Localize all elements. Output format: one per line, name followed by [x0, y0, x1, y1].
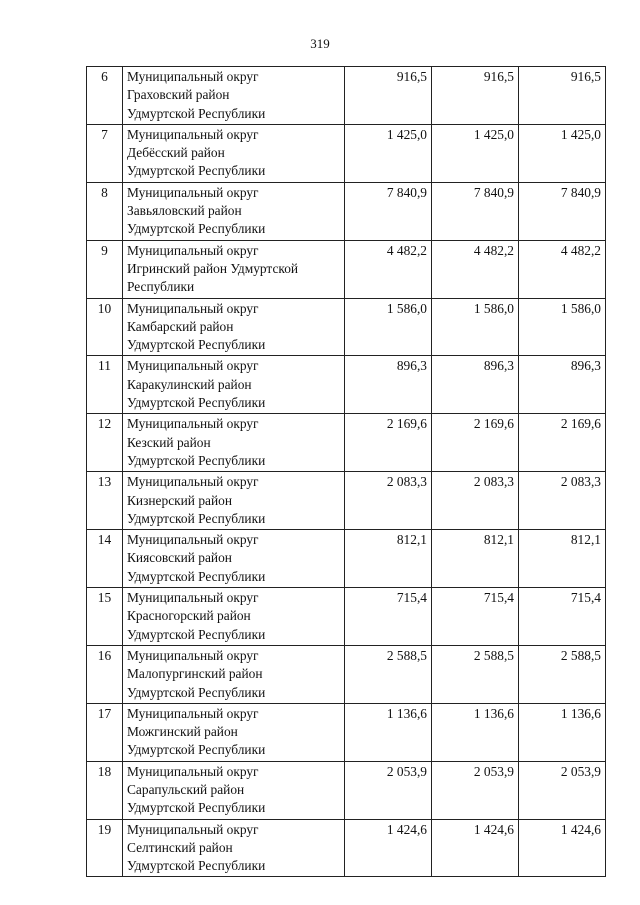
amount-cell-2: 896,3	[432, 356, 519, 414]
table-row	[87, 182, 606, 240]
amount-cell-2: 1 425,0	[432, 124, 519, 182]
amount-cell-2: 2 083,3	[432, 472, 519, 530]
municipality-name-line: Удмуртской Республики	[127, 105, 266, 121]
amount-cell-1: 812,1	[345, 530, 432, 588]
municipality-name-line: Удмуртской Республики	[127, 626, 266, 642]
amount-cell-1: 896,3	[345, 356, 432, 414]
municipality-name-line: Удмуртской Республики	[127, 858, 266, 874]
municipality-name-cell	[123, 182, 345, 240]
amount-cell-3: 896,3	[519, 356, 606, 414]
row-number-cell: 9	[87, 240, 123, 298]
amount-cell-3: 715,4	[519, 588, 606, 646]
municipality-name-line: Сарапульский район	[127, 781, 245, 797]
amount-cell-1: 4 482,2	[345, 240, 432, 298]
table-row	[87, 472, 606, 530]
row-number-cell: 15	[87, 588, 123, 646]
table-row	[87, 124, 606, 182]
amount-cell-3: 2 169,6	[519, 414, 606, 472]
municipality-name-line: Удмуртской Республики	[127, 221, 266, 237]
amount-cell-2: 2 169,6	[432, 414, 519, 472]
municipality-name-line: Удмуртской Республики	[127, 452, 266, 468]
municipality-name-cell	[123, 356, 345, 414]
municipality-name-line: Кизнерский район	[127, 492, 232, 508]
amount-cell-1: 2 053,9	[345, 761, 432, 819]
municipality-name-cell	[123, 414, 345, 472]
row-number-cell: 11	[87, 356, 123, 414]
municipality-name-line: Муниципальный округ	[127, 358, 259, 374]
table-row	[87, 67, 606, 125]
municipality-name-line: Удмуртской Республики	[127, 163, 266, 179]
amount-cell-3: 2 083,3	[519, 472, 606, 530]
row-number-cell: 10	[87, 298, 123, 356]
amount-cell-1: 7 840,9	[345, 182, 432, 240]
amount-cell-3: 916,5	[519, 67, 606, 125]
municipality-name-line: Можгинский район	[127, 724, 238, 740]
row-number-cell: 7	[87, 124, 123, 182]
amount-cell-2: 2 588,5	[432, 645, 519, 703]
municipality-name-line: Камбарский район	[127, 318, 234, 334]
municipality-name-line: Муниципальный округ	[127, 69, 259, 84]
municipality-name-line: Каракулинский район	[127, 376, 252, 392]
table-row	[87, 240, 606, 298]
municipality-name-line: Муниципальный округ	[127, 532, 259, 548]
table-row	[87, 298, 606, 356]
amount-cell-3: 1 424,6	[519, 819, 606, 877]
amount-cell-2: 2 053,9	[432, 761, 519, 819]
amount-cell-1: 715,4	[345, 588, 432, 646]
municipality-name-cell	[123, 645, 345, 703]
municipality-name-line: Удмуртской Республики	[127, 337, 266, 353]
table-row	[87, 530, 606, 588]
amount-cell-2: 1 136,6	[432, 703, 519, 761]
table-row	[87, 414, 606, 472]
amount-cell-2: 7 840,9	[432, 182, 519, 240]
municipality-name-line: Муниципальный округ	[127, 126, 259, 142]
row-number-cell: 18	[87, 761, 123, 819]
municipality-name-cell	[123, 703, 345, 761]
row-number-cell: 17	[87, 703, 123, 761]
municipality-name-line: Муниципальный округ	[127, 763, 259, 779]
amount-cell-2: 812,1	[432, 530, 519, 588]
amount-cell-2: 715,4	[432, 588, 519, 646]
amount-cell-3: 1 136,6	[519, 703, 606, 761]
page-number: 319	[310, 36, 330, 51]
municipality-name-line: Киясовский район	[127, 550, 232, 566]
table-row	[87, 645, 606, 703]
amount-cell-3: 2 053,9	[519, 761, 606, 819]
table-body	[87, 67, 606, 877]
municipality-name-line: Республики	[127, 279, 195, 295]
row-number-cell: 8	[87, 182, 123, 240]
municipality-name-line: Муниципальный округ	[127, 474, 259, 490]
municipality-name-line: Удмуртской Республики	[127, 568, 266, 584]
municipality-name-line: Удмуртской Республики	[127, 395, 266, 411]
municipality-name-line: Муниципальный округ	[127, 184, 259, 200]
amount-cell-3: 1 586,0	[519, 298, 606, 356]
amount-cell-3: 2 588,5	[519, 645, 606, 703]
municipality-name-line: Удмуртской Республики	[127, 510, 266, 526]
municipality-name-line: Кезский район	[127, 434, 211, 450]
amount-cell-3: 4 482,2	[519, 240, 606, 298]
amount-cell-2: 1 424,6	[432, 819, 519, 877]
row-number-cell: 12	[87, 414, 123, 472]
amount-cell-1: 916,5	[345, 67, 432, 125]
amount-cell-3: 7 840,9	[519, 182, 606, 240]
municipality-name-line: Муниципальный округ	[127, 821, 259, 837]
municipality-name-cell	[123, 240, 345, 298]
amount-cell-2: 916,5	[432, 67, 519, 125]
table-row	[87, 819, 606, 877]
municipality-name-cell	[123, 124, 345, 182]
municipality-name-line: Муниципальный округ	[127, 705, 259, 721]
municipality-name-line: Завьяловский район	[127, 203, 242, 219]
table-row	[87, 356, 606, 414]
municipality-name-line: Муниципальный округ	[127, 647, 259, 663]
municipality-name-cell	[123, 588, 345, 646]
amount-cell-1: 1 136,6	[345, 703, 432, 761]
budget-table	[86, 66, 606, 877]
municipality-name-cell	[123, 761, 345, 819]
municipality-name-line: Муниципальный округ	[127, 242, 259, 258]
row-number-cell: 16	[87, 645, 123, 703]
row-number-cell: 13	[87, 472, 123, 530]
amount-cell-1: 1 425,0	[345, 124, 432, 182]
municipality-name-line: Малопургинский район	[127, 666, 263, 682]
municipality-name-line: Муниципальный округ	[127, 300, 259, 316]
municipality-name-line: Удмуртской Республики	[127, 684, 266, 700]
amount-cell-2: 4 482,2	[432, 240, 519, 298]
table-row	[87, 761, 606, 819]
amount-cell-1: 2 169,6	[345, 414, 432, 472]
municipality-name-cell	[123, 819, 345, 877]
amount-cell-1: 2 083,3	[345, 472, 432, 530]
amount-cell-3: 1 425,0	[519, 124, 606, 182]
municipality-name-line: Удмуртской Республики	[127, 800, 266, 816]
amount-cell-1: 1 586,0	[345, 298, 432, 356]
municipality-name-line: Муниципальный округ	[127, 590, 259, 606]
municipality-name-line: Игринский район Удмуртской	[127, 260, 299, 276]
amount-cell-1: 1 424,6	[345, 819, 432, 877]
municipality-name-line: Красногорский район	[127, 608, 251, 624]
amount-cell-2: 1 586,0	[432, 298, 519, 356]
table-row	[87, 703, 606, 761]
municipality-name-line: Селтинский район	[127, 839, 233, 855]
municipality-name-line: Удмуртской Республики	[127, 742, 266, 758]
row-number-cell: 19	[87, 819, 123, 877]
municipality-name-line: Граховский район	[127, 87, 230, 103]
municipality-name-line: Дебёсский район	[127, 145, 225, 161]
row-number-cell: 6	[87, 67, 123, 125]
municipality-name-cell	[123, 298, 345, 356]
amount-cell-3: 812,1	[519, 530, 606, 588]
table-row	[87, 588, 606, 646]
municipality-name-line: Муниципальный округ	[127, 416, 259, 432]
municipality-name-cell	[123, 472, 345, 530]
row-number-cell: 14	[87, 530, 123, 588]
amount-cell-1: 2 588,5	[345, 645, 432, 703]
municipality-name-cell	[123, 67, 345, 125]
municipality-name-cell	[123, 530, 345, 588]
